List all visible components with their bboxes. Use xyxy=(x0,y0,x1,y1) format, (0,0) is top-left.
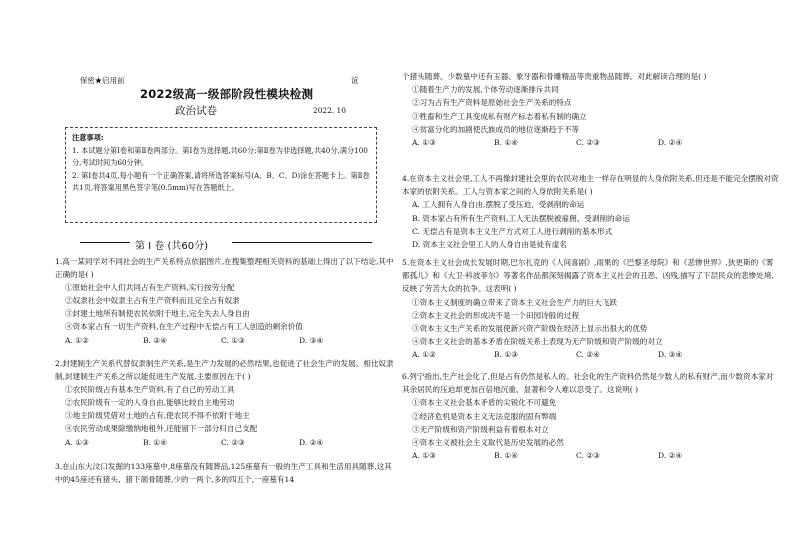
choice-d: D. ③④ xyxy=(299,335,324,345)
question-stem: 个猪头随葬。少数墓中还有玉器、象牙器和骨雕精品等贵重物品随葬。对此解读合理的是( ) xyxy=(402,72,707,81)
option: ②经济危机是资本主义无法克服的固有弊端 xyxy=(412,411,557,421)
question-stem: 3.在山东大汶口发掘的133座墓中,8座墓没有随葬品,125座墓有一般的生产工具和生活用具随葬,这其中的45座还有猪头、猪下颌骨随葬,少的一两个,多的四五个,一座墓有14 xyxy=(55,462,392,485)
question-stem: 6.列宁指出,生产社会化了,但是占有仍然是私人的。社会化的生产资料仍然是少数人的私有财产,而少数资本家对其余居民的压迫却更加百倍地沉重、显著和令人难以忍受了。这说明( ) xyxy=(402,372,774,395)
section-rule-left xyxy=(80,242,130,243)
choice-a: A. ①② xyxy=(412,350,436,360)
option: A. 工人拥有人身自由,摆脱了受压迫、受剥削的命运 xyxy=(412,200,585,210)
answer-choices xyxy=(55,334,395,347)
notice-item-1: 1. 本试题分第Ⅰ卷和第Ⅱ卷两部分。第Ⅰ卷为选择题,共60分;第Ⅱ卷为非选择题,共40分,满分100分,考试时间为60分钟。 xyxy=(72,145,368,168)
question-4 xyxy=(402,172,780,251)
option: ③资本主义生产关系的发展使新兴资产阶级在经济上显示出很大的优势 xyxy=(412,324,648,334)
stamp-mark: 谊 xyxy=(351,76,359,85)
option: ③无产阶级和资产阶级利益有着根本对立 xyxy=(412,424,549,434)
answer-choices xyxy=(402,136,780,149)
answer-choices xyxy=(402,449,780,462)
exam-title: 2022级高一级部阶段性模块检测 xyxy=(140,87,314,101)
choice-c: C. ②③ xyxy=(576,451,600,461)
option: B. 资本家占有所有生产资料,工人无法摆脱被雇佣、受剥削的命运 xyxy=(412,213,630,223)
option: ④资本家占有一切生产资料,在生产过程中无偿占有工人创造的剩余价值 xyxy=(65,322,303,332)
exam-date: 2022. 10 xyxy=(313,106,346,115)
choice-b: B. ②④ xyxy=(143,335,168,345)
option: ②习为占有生产资料是原始社会生产关系的特点 xyxy=(412,98,572,108)
choice-b: B. ①④ xyxy=(494,138,519,148)
question-3-continued xyxy=(402,70,780,149)
choice-c: C. ①③ xyxy=(221,335,245,345)
option: ①原始社会中人们共同占有生产资料,实行按劳分配 xyxy=(65,283,235,293)
question-3 xyxy=(55,460,395,486)
choice-c: C. ②③ xyxy=(221,437,245,447)
option: ①资本主义制度的确立带来了资本主义社会生产力的巨大飞跃 xyxy=(412,297,618,307)
choice-a: A. ①② xyxy=(65,335,89,345)
option: ④资本主义社会的基本矛盾在阶级关系上表现为无产阶级和资产阶级的对立 xyxy=(412,337,663,347)
choice-b: B. ①③ xyxy=(494,350,519,360)
question-2 xyxy=(55,357,395,449)
choice-b: B. ①④ xyxy=(494,451,519,461)
option: ①农民阶级占有基本生产资料,有了自己的劳动工具 xyxy=(65,385,235,395)
choice-d: D. ②④ xyxy=(658,138,683,148)
question-1 xyxy=(55,255,395,347)
question-stem: 5.在资本主义社会成长发展时期,巴尔扎克的《人间喜剧》,雨果的《巴黎圣母院》和《悲惨世界》,狄更斯的《雾都孤儿》和《大卫·科波菲尔》等著名作品都深刻揭露了资本主义社会的丑恶、凶残,描写了下层民众的悲惨处境,反映了劳苦大众的抗争。这表明( ) xyxy=(402,258,774,294)
answer-choices xyxy=(55,436,395,449)
subject-title: 政治试卷 xyxy=(175,105,217,117)
option: ②资本主义社会的形成决不是一个田园诗般的过程 xyxy=(412,310,580,320)
option: ①随着生产力的发展,个体劳动逐渐排斥共同 xyxy=(412,85,559,95)
choice-d: D. ②④ xyxy=(299,437,324,447)
option: D. 资本主义社会里工人的人身自由是徒有虚名 xyxy=(412,240,567,250)
option: ④农民劳动成果除缴纳地租外,还能留下一部分归自己支配 xyxy=(65,424,258,434)
option: ②农民阶级有一定的人身自由,能够比较自主地劳动 xyxy=(65,398,235,408)
choice-d: D. ③④ xyxy=(658,350,683,360)
option: ③地主阶级凭借对土地的占有,使农民不得不依附于地主 xyxy=(65,411,250,421)
choice-c: C. ②③ xyxy=(576,138,600,148)
choice-a: A. ①③ xyxy=(65,437,89,447)
choice-b: B. ①④ xyxy=(143,437,168,447)
section-rule-right xyxy=(232,242,372,243)
option: ④资本主义被社会主义取代是历史发展的必然 xyxy=(412,438,564,448)
section-title: 第 Ⅰ 卷 (共60分) xyxy=(135,241,209,252)
choice-a: A. ①③ xyxy=(412,138,436,148)
notice-box xyxy=(65,127,377,223)
secret-label: 保密★启用前 xyxy=(80,76,125,85)
option: ③封建土地所有制使农民依附于地主,完全失去人身自由 xyxy=(65,309,250,319)
question-stem: 2.封建制生产关系代替奴隶制生产关系,是生产力发展的必然结果,也促进了社会生产的发展。相比奴隶制,封建制生产关系之所以能促进生产发展,主要原因在于( ) xyxy=(55,359,394,382)
question-6 xyxy=(402,370,780,462)
option: ③牲畜和生产工具变成私有财产标志着私有制的确立 xyxy=(412,111,587,121)
choice-d: D. ②④ xyxy=(658,451,683,461)
option: ②奴隶社会中奴隶主占有生产资料而且完全占有奴隶 xyxy=(65,296,240,306)
option: ①资本主义社会基本矛盾的尖锐化不可避免 xyxy=(412,398,557,408)
choice-c: C. ②④ xyxy=(576,350,600,360)
option: C. 无偿占有是资本主义生产方式对工人进行剥削的基本形式 xyxy=(412,226,613,236)
notice-item-2: 2. 第Ⅰ卷共4页,每小题有一个正确答案,请将所选答案标号(A、B、C、D)涂在答题卡上。第Ⅱ卷共1页,将答案用黑色签字笔(0.5mm)写在答题纸上。 xyxy=(72,170,370,193)
question-stem: 1.高一某同学对不同社会的生产关系特点依据图片,在搜集整理相关资料的基础上得出了以下结论,其中正确的是( ) xyxy=(55,257,394,280)
question-stem: 4.在资本主义社会里,工人不再像封建社会里的农民对地主一样存在明显的人身依附关系,但还是不能完全摆脱对资本家的依附关系。工人与资本家之间的人身依附关系是( ) xyxy=(402,174,779,197)
notice-heading: 注意事项: xyxy=(72,133,104,142)
answer-choices xyxy=(402,348,780,361)
question-5 xyxy=(402,256,780,362)
choice-a: A. ①③ xyxy=(412,451,436,461)
option: ④贫富分化的加剧使氏族成员的地位逐渐趋于不等 xyxy=(412,124,580,134)
